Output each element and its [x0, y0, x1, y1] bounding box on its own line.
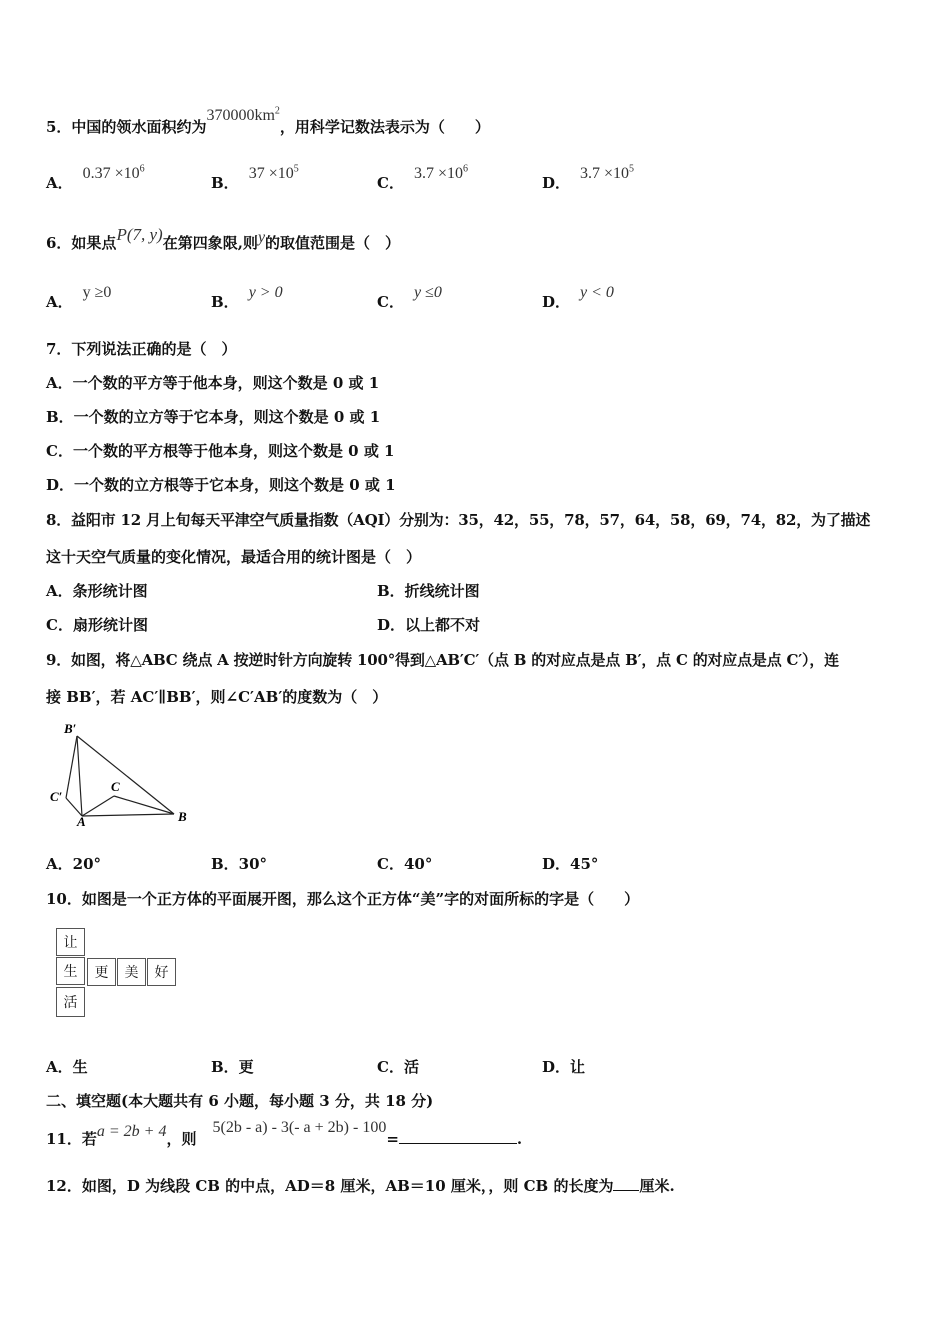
q9-stem-line1: 9．如图，将△ABC 绕点 A 按逆时针方向旋转 100°得到△AB′C′（点 B 的对应点是点 B′，点 C 的对应点是点 C′），连 [46, 651, 839, 669]
q11-line [46, 1119, 523, 1149]
q8-option-d[interactable]: D．以上都不对 [377, 616, 481, 634]
q6-option-c[interactable]: C．y ≤0 [377, 284, 442, 311]
label-b: B [178, 809, 187, 824]
q9-option-d[interactable]: D．45° [542, 855, 599, 873]
q8-stem-line2: 这十天空气质量的变化情况，最适合用的统计图是（ ） [46, 548, 422, 566]
q7-option-c[interactable]: C．一个数的平方根等于他本身，则这个数是 0 或 1 [46, 442, 395, 460]
q12-answer-blank[interactable] [613, 1190, 639, 1191]
net-cell-rang: 让 [56, 928, 85, 956]
net-cell-geng: 更 [87, 958, 116, 986]
q5-expression: $370000km^2$ [206, 105, 280, 124]
q11-equals: = [386, 1130, 399, 1148]
section-2-heading: 二、填空题(本大题共有 6 小题，每小题 3 分，共 18 分) [46, 1092, 434, 1110]
net-cell-sheng: 生 [56, 957, 85, 985]
q8-option-b[interactable]: B．折线统计图 [377, 582, 480, 600]
q6-var: y [257, 229, 266, 246]
q11-condition: a = 2b + 4 [96, 1123, 167, 1140]
edge-b-prime-a [77, 736, 82, 816]
q9-rotation-figure [44, 718, 204, 830]
net-cell-hao: 好 [147, 958, 176, 986]
q11-mid: ，则 [166, 1130, 197, 1148]
q5-stem-tail: ，用科学记数法表示为（ ） [279, 118, 490, 136]
q9-stem-line2: 接 BB′，若 AC′∥BB′，则∠C′AB′的度数为（ ） [46, 688, 388, 706]
label-c: C [111, 779, 120, 794]
q10-option-b[interactable]: B．更 [211, 1058, 254, 1076]
edge-c-b [114, 796, 174, 814]
q9-option-b[interactable]: B．30° [211, 855, 268, 873]
q11-end: . [516, 1130, 523, 1148]
q8-option-a[interactable]: A．条形统计图 [46, 582, 148, 600]
q12-text: 12．如图，D 为线段 CB 的中点，AD＝8 厘米，AB＝10 厘米，，则 CB 的长度为 [46, 1177, 614, 1195]
q9-option-c[interactable]: C．40° [377, 855, 433, 873]
q6-mid: 在第四象限,则 [162, 234, 258, 252]
q12-tail: 厘米. [639, 1177, 675, 1195]
q7-option-a[interactable]: A．一个数的平方等于他本身，则这个数是 0 或 1 [46, 374, 380, 392]
q11-expression: 5(2b - a) - 3(- a + 2b) - 100 [212, 1119, 387, 1136]
q6-point: P(7, y) [116, 225, 163, 244]
q12-line [46, 1175, 675, 1196]
label-b-prime: B′ [64, 721, 77, 736]
q10-stem: 10．如图是一个正方体的平面展开图，那么这个正方体“美”字的对面所标的字是（ ） [46, 890, 640, 908]
q6-stem-line [46, 225, 401, 253]
q6-stem: 6．如果点 [46, 234, 117, 252]
label-a: A [77, 814, 86, 829]
q11-answer-blank[interactable] [399, 1143, 517, 1144]
q5-option-a[interactable]: A．$0.37 \times 10^6$ [46, 163, 145, 192]
q5-option-d[interactable]: D．$3.7 \times 10^5$ [542, 163, 635, 192]
q5-stem-line [46, 105, 490, 137]
label-c-prime: C′ [50, 789, 63, 804]
q6-option-a[interactable]: A．y ≥0 [46, 284, 112, 311]
q10-option-a[interactable]: A．生 [46, 1058, 88, 1076]
q7-option-d[interactable]: D．一个数的立方根等于它本身，则这个数是 0 或 1 [46, 476, 396, 494]
q10-cube-net [56, 928, 178, 1018]
q5-option-b[interactable]: B．$37 \times 10^5$ [211, 163, 299, 192]
edge-b-prime-c-prime [66, 736, 77, 798]
edge-a-b [82, 814, 174, 816]
edge-a-c [82, 796, 114, 816]
q11-stem: 11．若 [46, 1130, 97, 1148]
q6-option-b[interactable]: B．y > 0 [211, 284, 283, 311]
q5-stem: 5．中国的领水面积约为 [46, 118, 207, 136]
q7-option-b[interactable]: B．一个数的立方等于它本身，则这个数是 0 或 1 [46, 408, 381, 426]
net-cell-huo: 活 [56, 987, 85, 1017]
net-cell-mei: 美 [117, 958, 146, 986]
q6-tail: 的取值范围是（ ） [265, 234, 401, 252]
edge-b-prime-b [77, 736, 174, 814]
q7-stem: 7．下列说法正确的是（ ） [46, 340, 237, 358]
q9-option-a[interactable]: A．20° [46, 855, 102, 873]
q8-option-c[interactable]: C．扇形统计图 [46, 616, 148, 634]
q5-option-c[interactable]: C．$3.7 \times 10^6$ [377, 163, 468, 192]
q10-option-c[interactable]: C．活 [377, 1058, 419, 1076]
q10-option-d[interactable]: D．让 [542, 1058, 586, 1076]
q8-stem-line1: 8．益阳市 12 月上旬每天平津空气质量指数（AQI）分别为：35，42，55，78，57，64，58，69，74，82，为了描述 [46, 511, 871, 529]
q6-option-d[interactable]: D．y < 0 [542, 284, 614, 311]
